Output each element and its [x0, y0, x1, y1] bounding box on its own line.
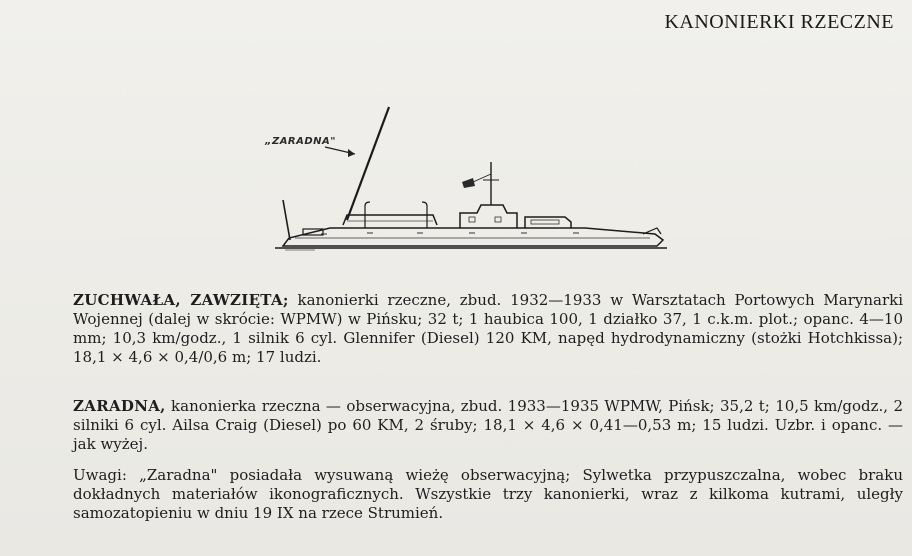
ship-name-label: „ZARADNA": [265, 136, 336, 147]
page-title: KANONIERKI RZECZNE: [664, 11, 894, 33]
ship-names-heading: ZUCHWAŁA, ZAWZIĘTA;: [73, 291, 289, 309]
paragraph-body: kanonierka rzeczna — obserwacyjna, zbud. 1933—1935 WPMW, Pińsk; 35,2 t; 10,5 km/godz., 2 silniki 6 cyl. Ailsa Craig (Diesel) po 60 KM, 2 śruby; 18,1 × 4,6 × 0,41—0,53 m; 15 ludzi. Uzbr. i opanc. — jak wyżej.: [73, 397, 903, 453]
paragraph-zuchwala-zawzieta: [73, 291, 903, 367]
notes-body: Uwagi: „Zaradna" posiadała wysuwaną wieżę obserwacyjną; Sylwetka przypuszczalna, wobec braku dokładnych materiałów ikonograficznych. Wszystkie trzy kanonierki, wraz z kilkoma kutrami, uległy samozatopieniu w dniu 19 IX na rzece Strumień.: [73, 466, 903, 522]
paragraph-zaradna: [73, 397, 903, 454]
paragraph-body: kanonierki rzeczne, zbud. 1932—1933 w Warsztatach Portowych Marynarki Wojennej (dalej w skrócie: WPMW) w Pińsku; 32 t; 1 haubica 100, 1 działko 37, 1 c.k.m. plot.; opanc. 4—10 mm; 10,3 km/godz., 1 silnik 6 cyl. Glennifer (Diesel) 120 KM, napęd hydrodynamiczny (stożki Hotchkissa); 18,1 × 4,6 × 0,4/0,6 m; 17 ludzi.: [73, 291, 904, 366]
paragraph-notes: [73, 466, 903, 523]
ship-name-heading: ZARADNA,: [73, 397, 166, 415]
gunboat-silhouette-illustration: [255, 100, 685, 260]
